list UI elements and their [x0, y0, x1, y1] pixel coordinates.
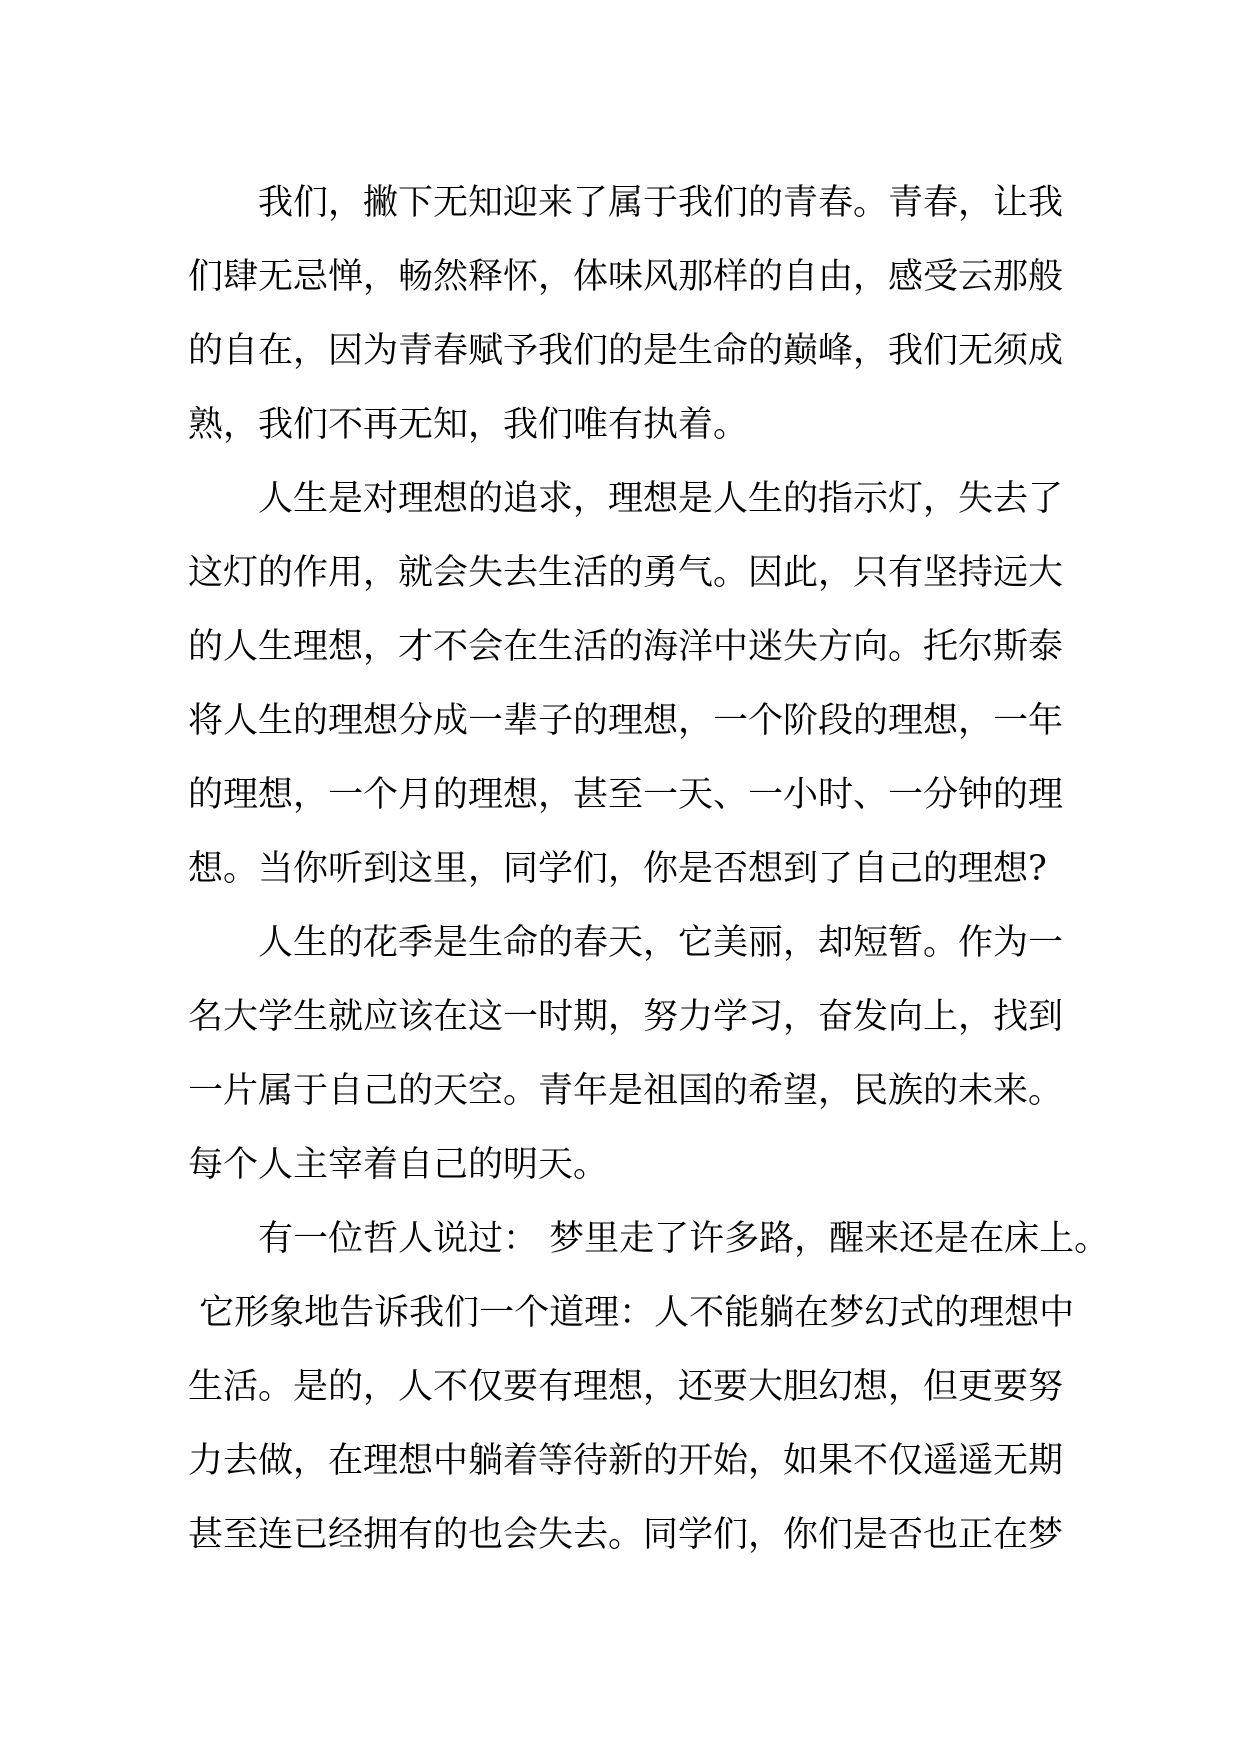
- paragraph-2-line-3: 的人生理想，才不会在生活的海洋中迷失方向。托尔斯泰: [188, 627, 1064, 667]
- paragraph-4-line-4: 力去做，在理想中躺着等待新的开始，如果不仅遥遥无期: [188, 1441, 1064, 1481]
- paragraph-3-line-1: 人生的花季是生命的春天，它美丽，却短暂。作为一: [258, 923, 1064, 963]
- paragraph-1-line-1: 我们，撇下无知迎来了属于我们的青春。青春，让我: [258, 183, 1064, 223]
- paragraph-2-line-4: 将人生的理想分成一辈子的理想，一个阶段的理想，一年: [188, 701, 1064, 741]
- paragraph-4-line-3: 生活。是的，人不仅要有理想，还要大胆幻想，但更要努: [188, 1367, 1064, 1407]
- paragraph-3-line-4: 每个人主宰着自己的明天。: [188, 1145, 609, 1185]
- paragraph-2-line-5: 的理想，一个月的理想，甚至一天、一小时、一分钟的理: [188, 775, 1064, 815]
- paragraph-3-line-2: 名大学生就应该在这一时期，努力学习，奋发向上，找到: [188, 997, 1064, 1037]
- paragraph-4-line-1: 有一位哲人说过： 梦里走了许多路，醒来还是在床上。: [258, 1219, 1110, 1259]
- paragraph-4-line-2: 它形象地告诉我们一个道理：人不能躺在梦幻式的理想中: [188, 1293, 1075, 1333]
- document-body: [188, 166, 1110, 1572]
- paragraph-3-line-3: 一片属于自己的天空。青年是祖国的希望，民族的未来。: [188, 1071, 1064, 1111]
- paragraph-2-line-2: 这灯的作用，就会失去生活的勇气。因此，只有坚持远大: [188, 553, 1064, 593]
- paragraph-2-line-1: 人生是对理想的追求，理想是人生的指示灯，失去了: [258, 479, 1064, 519]
- paragraph-4-line-5: 甚至连已经拥有的也会失去。同学们，你们是否也正在梦: [188, 1515, 1064, 1555]
- paragraph-1-line-3: 的自在，因为青春赋予我们的是生命的巅峰，我们无须成: [188, 331, 1064, 371]
- paragraph-1-line-2: 们肆无忌惮，畅然释怀，体味风那样的自由，感受云那般: [188, 257, 1064, 297]
- paragraph-1-line-4: 熟，我们不再无知，我们唯有执着。: [188, 405, 749, 445]
- paragraph-2-line-6: 想。当你听到这里，同学们，你是否想到了自己的理想?: [188, 849, 1047, 889]
